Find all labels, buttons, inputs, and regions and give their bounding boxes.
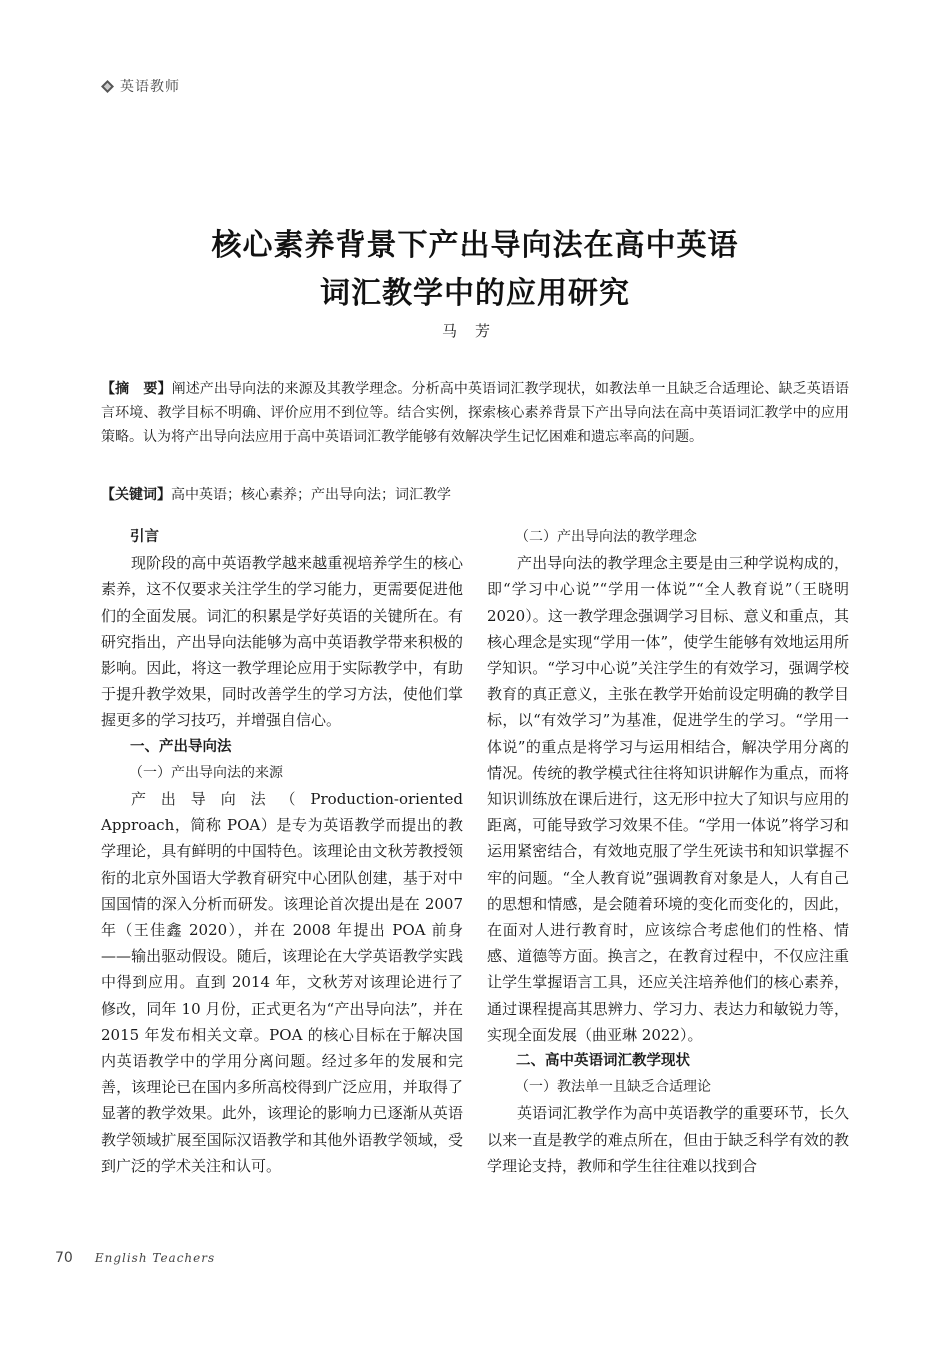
subsection-heading-1-2: （二）产出导向法的教学理念	[515, 529, 697, 545]
section-heading-2: 二、高中英语词汇教学现状	[516, 1053, 690, 1070]
intro-heading: 引言	[130, 529, 159, 545]
author-name: 马芳	[441, 322, 508, 340]
abstract-text: 阐述产出导向法的来源及其教学理念。分析高中英语词汇教学现状，如教法单一且缺乏合适理论、缺乏英语语言环境、教学目标不明确、评价应用不到位等。结合实例，探索核心素养背景下产出导向法在高中英语词汇教学中的应用策略。认为将产出导向法应用于高中英语词汇教学能够有效解决学生记忆困难和遗忘率高的问题。	[101, 381, 849, 445]
keywords-label: 【关键词】	[101, 487, 171, 503]
article-title-line2: 词汇教学中的应用研究	[320, 276, 630, 311]
left-column	[101, 524, 463, 1179]
keywords-text: 高中英语；核心素养；产出导向法；词汇教学	[171, 487, 451, 503]
right-column	[487, 524, 849, 1179]
paragraph-poa-origin: 产出导向法（Production-oriented Approach，简称 POA）是专为英语教学而提出的教学理论，具有鲜明的中国特色。该理论由文秋芳教授领衔的北京外国语大学教育研究中心团队创建，基于对中国国情的深入分析而研发。该理论首次提出是在 2007 年（王佳鑫 2020），并在 2008 年提出 POA 前身——输出驱动假设。随后，该理论在大学英语教学实践中得到应用。直到 2014 年，文秋芳对该理论进行了修改，同年 10 月份，正式更名为“产出导向法”，并在2015 年发布相关文章。POA 的核心目标在于解决国内英语教学中的学用分离问题。经过多年的发展和完善，该理论已在国内多所高校得到广泛应用，并取得了显著的教学效果。此外，该理论的影响力已逐渐从英语教学领域扩展至国际汉语教学和其他外语教学领域，受到广泛的学术关注和认可。	[101, 790, 463, 1175]
keywords	[101, 483, 849, 507]
section-label: 英语教师	[120, 79, 180, 95]
article-title-line1: 核心素养背景下产出导向法在高中英语	[211, 228, 739, 263]
section-heading-1: 一、产出导向法	[130, 738, 232, 755]
page-footer	[55, 1250, 215, 1266]
subsection-heading-2-1: （一）教法单一且缺乏合适理论	[515, 1079, 711, 1096]
paragraph-poa-philosophy: 产出导向法的教学理念主要是由三种学说构成的，即“学习中心说”“学用一体说”“全人教育说”（王晓明 2020）。这一教学理念强调学习目标、意义和重点，其核心理念是实现“学用一体”，使学生能够有效地运用所学知识。“学习中心说”关注学生的有效学习，强调学校教育的真正意义，主张在教学开始前设定明确的教学目标，以“有效学习”为基准，促进学生的学习。“学用一体说”的重点是将学习与运用相结合，解决学用分离的情况。传统的教学模式往往将知识讲解作为重点，而将知识训练放在课后进行，这无形中拉大了知识与应用的距离，可能导致学习效果不佳。“学用一体说”将学习和运用紧密结合，有效地克服了学生死读书和知识掌握不牢的问题。“全人教育说”强调教育对象是人，人有自己的思想和情感，是会随着环境的变化而变化的，因此，在面对人进行教育时，应该综合考虑他们的性格、情感、道德等方面。换言之，在教育过程中，不仅应注重让学生掌握语言工具，还应关注培养他们的核心素养，通过课程提高其思辨力、学习力、表达力和敏锐力等，实现全面发展（曲亚琳 2022）。	[487, 554, 849, 1044]
intro-paragraph: 现阶段的高中英语教学越来越重视培养学生的核心素养，这不仅要求关注学生的学习能力，更需要促进他们的全面发展。词汇的积累是学好英语的关键所在。有研究指出，产出导向法能够为高中英语教学带来积极的影响。因此，将这一教学理论应用于实际教学中，有助于提升教学效果，同时改善学生的学习方法，使他们掌握更多的学习技巧，并增强自信心。	[101, 554, 463, 730]
subsection-heading-1-1: （一）产出导向法的来源	[129, 764, 283, 781]
page-number: 70	[55, 1250, 73, 1266]
journal-name: English Teachers	[94, 1251, 216, 1265]
diamond-icon	[101, 80, 114, 93]
abstract-label: 【摘 要】	[101, 381, 172, 397]
abstract	[101, 377, 849, 449]
paragraph-vocab-teaching: 英语词汇教学作为高中英语教学的重要环节，长久以来一直是教学的难点所在，但由于缺乏科学有效的教学理论支持，教师和学生往往难以找到合	[487, 1104, 849, 1175]
section-header	[101, 76, 180, 96]
